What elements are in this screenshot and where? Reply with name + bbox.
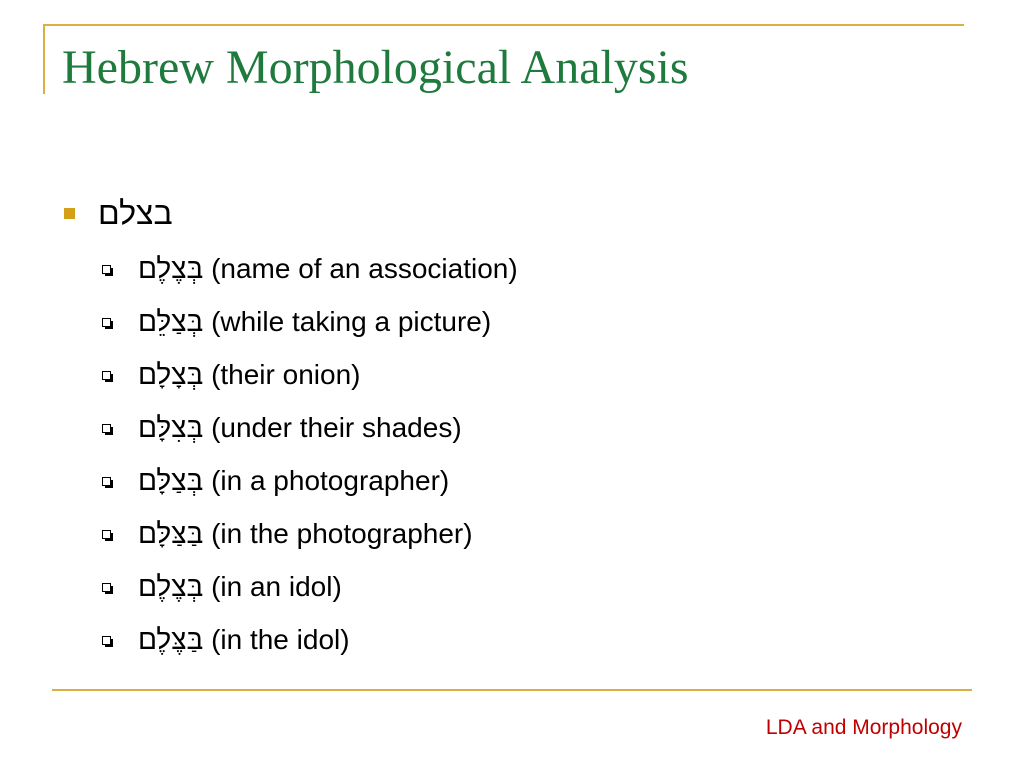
gloss: (in the idol) — [211, 624, 350, 655]
hebrew-form: בְּצַלֵּם — [138, 306, 204, 337]
box-bullet-icon — [102, 318, 111, 327]
box-bullet-icon — [102, 371, 111, 380]
gloss: (in an idol) — [211, 571, 342, 602]
gloss: (in the photographer) — [211, 518, 473, 549]
hebrew-form: בְּצָלָם — [138, 359, 204, 390]
bullet-hebrew-word: בצלם — [98, 195, 173, 231]
box-bullet-icon — [102, 583, 111, 592]
frame-top-rule — [43, 24, 964, 26]
footer-rule — [52, 689, 972, 691]
frame-left-rule — [43, 24, 45, 94]
hebrew-form: בְּצַלָּם — [138, 465, 204, 496]
gloss: (while taking a picture) — [211, 306, 492, 337]
box-bullet-icon — [102, 265, 111, 274]
box-bullet-icon — [102, 477, 111, 486]
box-bullet-icon — [102, 530, 111, 539]
box-bullet-icon — [102, 424, 111, 433]
hebrew-form: בַּצֶּלֶם — [138, 624, 204, 655]
hebrew-form: בְּצֶלֶם — [138, 253, 204, 284]
footer-text: LDA and Morphology — [765, 716, 962, 739]
hebrew-form: בְּצִלָּם — [138, 412, 204, 443]
hebrew-form: בַּצַּלָּם — [138, 518, 204, 549]
gloss: (name of an association) — [211, 253, 518, 284]
slide-title: Hebrew Morphological Analysis — [62, 41, 689, 94]
hebrew-form: בְּצֶלֶם — [138, 571, 204, 602]
square-bullet-icon — [64, 208, 75, 219]
gloss: (their onion) — [211, 359, 361, 390]
gloss: (under their shades) — [211, 412, 462, 443]
gloss: (in a photographer) — [211, 465, 450, 496]
box-bullet-icon — [102, 636, 111, 645]
